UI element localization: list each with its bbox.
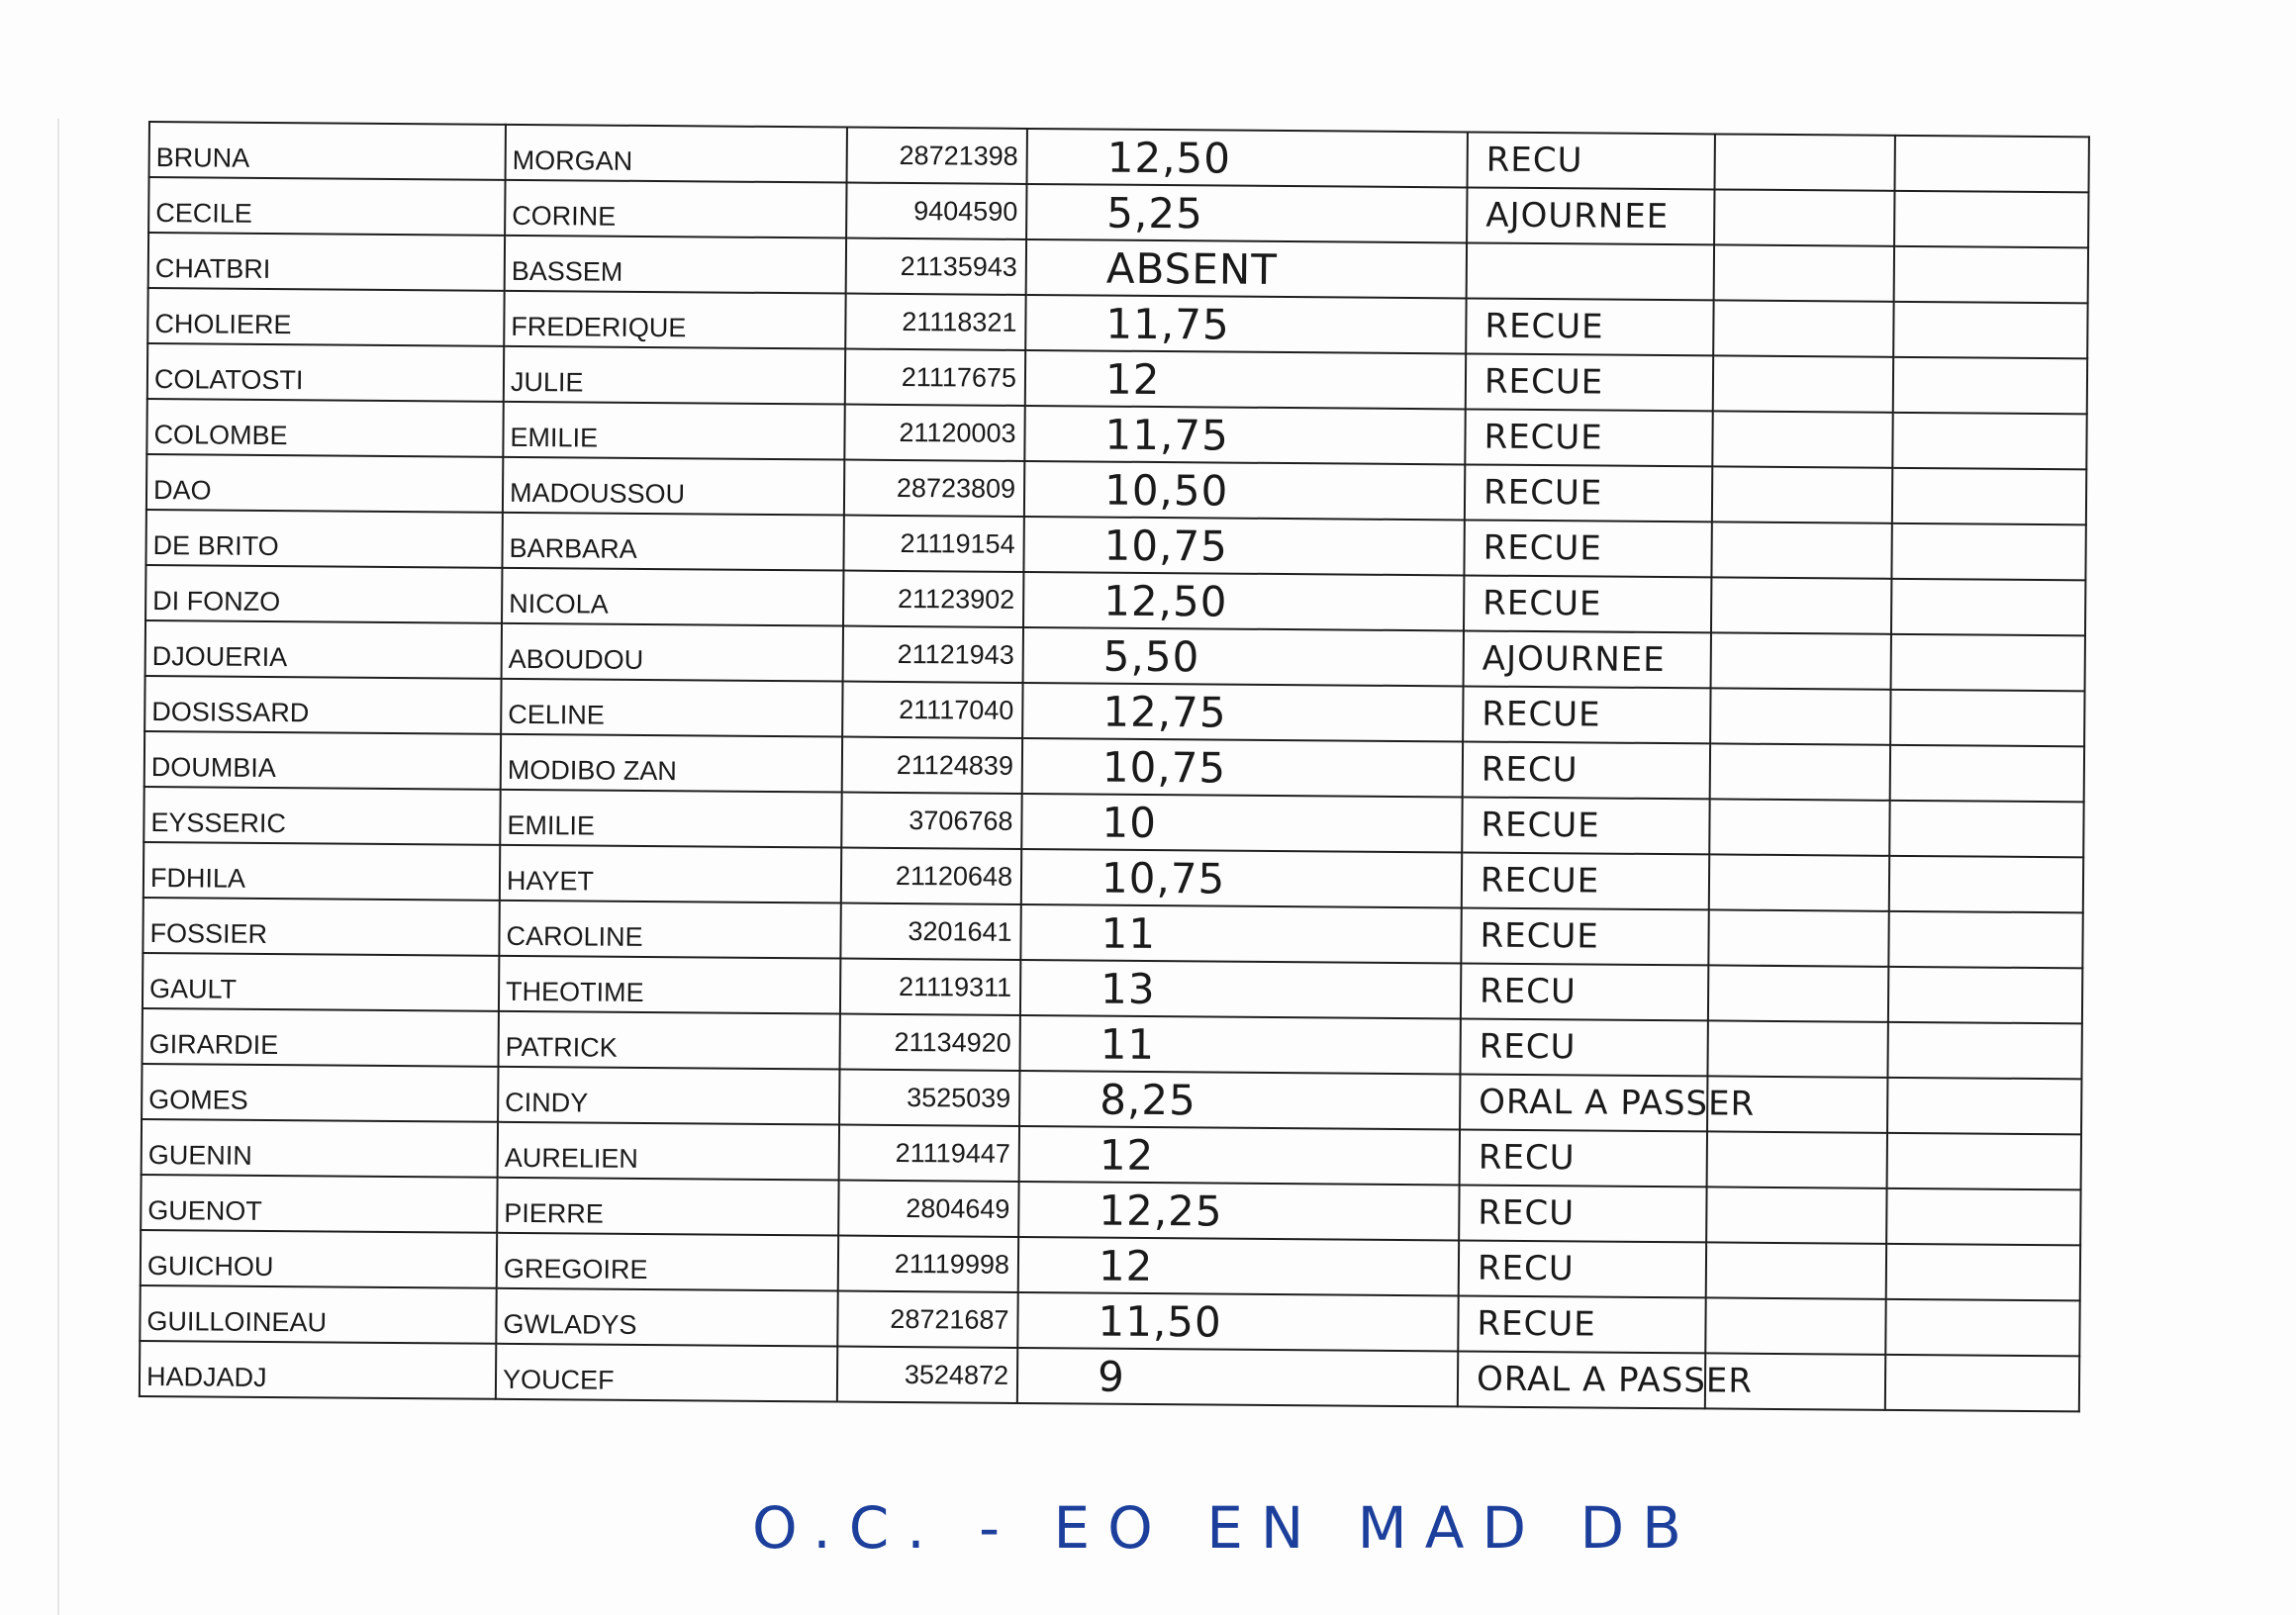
cell-student-id: 21134920 <box>839 1014 1019 1071</box>
cell-student-id: 21117675 <box>845 349 1025 406</box>
cell-prenom: GWLADYS <box>496 1288 837 1347</box>
cell-empty <box>1708 965 1888 1021</box>
grades-table-body <box>140 122 2089 1411</box>
cell-empty <box>1894 136 2088 193</box>
cell-empty <box>1709 799 1889 855</box>
cell-empty <box>1712 411 1892 467</box>
cell-student-id: 9404590 <box>846 183 1026 239</box>
cell-resultat-handwritten: RECUE <box>1466 353 1713 411</box>
cell-prenom: AURELIEN <box>498 1122 839 1181</box>
cell-empty <box>1714 244 1894 301</box>
cell-empty <box>1891 634 2085 692</box>
cell-empty <box>1894 191 2088 248</box>
cell-empty <box>1714 189 1894 245</box>
cell-empty <box>1711 632 1891 689</box>
cell-note-handwritten: 12 <box>1025 350 1466 409</box>
cell-empty <box>1709 854 1889 910</box>
cell-note-handwritten: 13 <box>1020 960 1461 1018</box>
cell-resultat-handwritten: RECUE <box>1463 686 1710 743</box>
cell-empty <box>1706 1242 1886 1298</box>
cell-resultat-handwritten: RECU <box>1468 132 1715 189</box>
cell-nom: DE BRITO <box>145 510 502 568</box>
cell-note-handwritten: 11 <box>1019 1015 1460 1074</box>
cell-resultat-handwritten: ORAL A PASSER <box>1460 1074 1707 1131</box>
cell-empty <box>1893 302 2087 359</box>
cell-nom: HADJADJ <box>140 1341 496 1399</box>
cell-resultat-handwritten: RECUE <box>1462 797 1709 854</box>
cell-student-id: 21121943 <box>843 626 1023 683</box>
handwritten-footer-note: O.C. - EO EN MAD DB <box>752 1494 1699 1562</box>
cell-prenom: FREDERIQUE <box>504 291 845 349</box>
cell-empty <box>1887 1133 2081 1190</box>
cell-nom: GUENOT <box>141 1175 497 1233</box>
cell-prenom: NICOLA <box>502 568 843 626</box>
cell-empty <box>1705 1297 1885 1354</box>
cell-resultat-handwritten: RECUE <box>1464 575 1711 632</box>
cell-note-handwritten: 12 <box>1018 1237 1459 1295</box>
cell-empty <box>1885 1355 2079 1412</box>
cell-resultat-handwritten: RECUE <box>1461 907 1708 965</box>
cell-resultat-handwritten: RECU <box>1461 963 1708 1020</box>
cell-empty <box>1892 413 2086 470</box>
cell-nom: GUILLOINEAU <box>140 1285 496 1344</box>
cell-empty <box>1891 523 2085 581</box>
cell-student-id: 3706768 <box>841 793 1021 849</box>
cell-resultat-handwritten: RECU <box>1459 1185 1706 1242</box>
cell-note-handwritten: 5,50 <box>1023 627 1464 686</box>
cell-nom: CHATBRI <box>148 233 505 291</box>
cell-student-id: 28723809 <box>844 460 1024 517</box>
cell-nom: BRUNA <box>149 122 506 180</box>
cell-empty <box>1888 911 2082 969</box>
cell-nom: DI FONZO <box>145 565 502 623</box>
cell-note-handwritten: 9 <box>1017 1348 1458 1406</box>
cell-resultat-handwritten <box>1467 242 1714 300</box>
cell-prenom: MODIBO ZAN <box>501 734 842 793</box>
cell-resultat-handwritten: AJOURNEE <box>1464 630 1711 688</box>
cell-nom: FDHILA <box>144 842 500 901</box>
cell-note-handwritten: 12,75 <box>1022 683 1463 741</box>
cell-empty <box>1713 300 1893 356</box>
cell-prenom: CAROLINE <box>499 901 840 959</box>
cell-student-id: 21123902 <box>843 571 1023 627</box>
cell-prenom: CELINE <box>501 679 842 737</box>
cell-student-id: 21119998 <box>838 1236 1018 1292</box>
cell-nom: FOSSIER <box>143 898 499 956</box>
cell-prenom: CORINE <box>505 180 846 238</box>
cell-student-id: 21118321 <box>845 294 1025 350</box>
cell-note-handwritten: 10,50 <box>1024 461 1465 520</box>
cell-resultat-handwritten: RECU <box>1459 1240 1706 1297</box>
cell-resultat-handwritten: RECU <box>1460 1018 1707 1076</box>
cell-empty <box>1711 522 1891 578</box>
cell-nom: GUICHOU <box>141 1230 497 1288</box>
cell-empty <box>1887 1022 2081 1080</box>
cell-note-handwritten: 11,75 <box>1024 406 1465 464</box>
cell-nom: DOUMBIA <box>144 731 501 790</box>
cell-prenom: EMILIE <box>503 402 844 460</box>
cell-note-handwritten: 10,75 <box>1021 849 1462 907</box>
cell-note-handwritten: ABSENT <box>1026 239 1467 298</box>
cell-nom: DAO <box>146 454 503 513</box>
cell-note-handwritten: 11,75 <box>1025 295 1466 353</box>
cell-prenom: YOUCEF <box>496 1344 837 1402</box>
cell-empty <box>1713 355 1893 412</box>
cell-empty <box>1889 801 2083 858</box>
cell-empty <box>1710 688 1890 744</box>
cell-student-id: 28721398 <box>847 128 1027 184</box>
cell-resultat-handwritten: RECUE <box>1465 409 1712 466</box>
cell-student-id: 21119447 <box>839 1125 1019 1182</box>
cell-prenom: BARBARA <box>502 513 843 571</box>
cell-empty <box>1888 967 2082 1024</box>
cell-empty <box>1886 1188 2080 1246</box>
cell-empty <box>1707 1020 1887 1077</box>
cell-empty <box>1890 745 2084 803</box>
cell-nom: DOSISSARD <box>144 676 501 734</box>
cell-nom: EYSSERIC <box>144 787 500 845</box>
grades-table <box>139 121 2090 1412</box>
cell-resultat-handwritten: RECUE <box>1464 520 1711 577</box>
cell-nom: CHOLIERE <box>147 288 504 346</box>
cell-resultat-handwritten: RECU <box>1463 741 1710 799</box>
cell-note-handwritten: 5,25 <box>1026 184 1467 242</box>
cell-student-id: 21119154 <box>843 516 1023 572</box>
cell-student-id: 21120003 <box>844 405 1024 461</box>
scan-edge-mark <box>57 119 59 1615</box>
cell-student-id: 2804649 <box>838 1181 1018 1237</box>
cell-note-handwritten: 10,75 <box>1023 517 1464 575</box>
cell-student-id: 21119311 <box>840 959 1020 1015</box>
cell-nom: CECILE <box>148 177 505 236</box>
cell-prenom: JULIE <box>504 346 845 405</box>
cell-prenom: PATRICK <box>499 1011 840 1070</box>
cell-empty <box>1712 466 1892 522</box>
cell-empty <box>1891 579 2085 636</box>
cell-nom: GAULT <box>143 953 499 1011</box>
cell-prenom: HAYET <box>500 845 841 903</box>
cell-note-handwritten: 12,25 <box>1018 1182 1459 1240</box>
cell-empty <box>1708 909 1888 966</box>
cell-note-handwritten: 12 <box>1019 1126 1460 1185</box>
cell-resultat-handwritten: RECUE <box>1466 298 1713 355</box>
cell-nom: GOMES <box>142 1064 498 1122</box>
cell-empty <box>1886 1244 2080 1301</box>
cell-empty <box>1887 1078 2081 1135</box>
cell-student-id: 3525039 <box>839 1070 1019 1126</box>
cell-empty <box>1893 357 2087 415</box>
cell-note-handwritten: 11 <box>1020 904 1461 963</box>
cell-student-id: 21124839 <box>842 737 1022 794</box>
cell-prenom: BASSEM <box>505 236 846 294</box>
cell-nom: COLATOSTI <box>147 343 504 402</box>
cell-student-id: 3524872 <box>837 1347 1017 1403</box>
cell-empty <box>1715 134 1895 190</box>
cell-prenom: GREGOIRE <box>497 1233 838 1291</box>
cell-prenom: MORGAN <box>506 125 847 183</box>
cell-prenom: PIERRE <box>497 1178 838 1236</box>
cell-empty <box>1706 1187 1886 1243</box>
cell-empty <box>1711 577 1891 633</box>
cell-nom: GUENIN <box>142 1119 498 1178</box>
cell-nom: COLOMBE <box>146 399 503 457</box>
cell-empty <box>1890 690 2084 747</box>
cell-student-id: 28721687 <box>837 1291 1017 1348</box>
cell-note-handwritten: 12,50 <box>1023 572 1464 630</box>
cell-student-id: 21135943 <box>846 238 1026 295</box>
cell-note-handwritten: 12,50 <box>1027 129 1468 187</box>
cell-resultat-handwritten: RECUE <box>1462 852 1709 909</box>
cell-empty <box>1894 246 2088 304</box>
cell-note-handwritten: 10,75 <box>1022 738 1463 797</box>
cell-note-handwritten: 8,25 <box>1019 1071 1460 1129</box>
cell-empty <box>1892 468 2086 525</box>
cell-prenom: ABOUDOU <box>502 623 843 682</box>
cell-nom: DJOUERIA <box>145 620 502 679</box>
cell-note-handwritten: 11,50 <box>1017 1292 1458 1351</box>
cell-resultat-handwritten: ORAL A PASSER <box>1458 1351 1705 1408</box>
cell-empty <box>1889 856 2083 913</box>
cell-student-id: 21120648 <box>841 848 1021 904</box>
cell-prenom: THEOTIME <box>499 956 840 1014</box>
cell-nom: GIRARDIE <box>143 1008 499 1067</box>
cell-empty <box>1707 1131 1887 1188</box>
cell-prenom: EMILIE <box>500 790 841 848</box>
cell-prenom: MADOUSSOU <box>503 457 844 516</box>
cell-note-handwritten: 10 <box>1021 794 1462 852</box>
cell-resultat-handwritten: AJOURNEE <box>1467 187 1714 244</box>
cell-resultat-handwritten: RECUE <box>1458 1295 1705 1353</box>
cell-student-id: 3201641 <box>840 903 1020 960</box>
cell-resultat-handwritten: RECUE <box>1465 464 1712 522</box>
cell-empty <box>1885 1299 2079 1357</box>
cell-student-id: 21117040 <box>842 682 1022 738</box>
cell-resultat-handwritten: RECU <box>1460 1129 1707 1187</box>
cell-empty <box>1710 743 1890 800</box>
cell-prenom: CINDY <box>498 1067 839 1125</box>
